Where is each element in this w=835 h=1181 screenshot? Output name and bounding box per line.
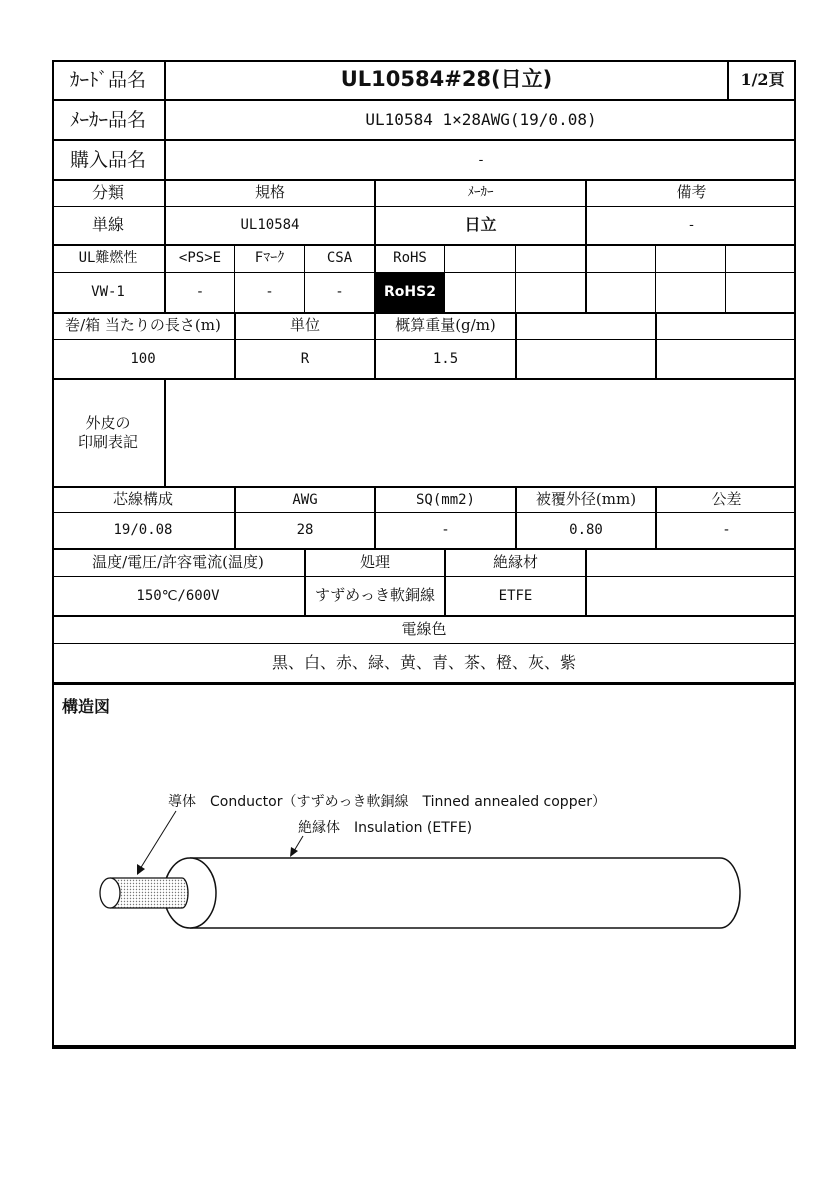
conductor-label: 導体 Conductor（すずめっき軟銅線 Tinned annealed copper） (168, 794, 606, 810)
wire-color-value: 黒、白、赤、緑、黄、青、茶、橙、灰、紫 (271, 652, 576, 672)
insulation-arrow (294, 836, 303, 851)
purchase-name-label: 購入品名 (69, 148, 146, 171)
wire-color-header: 電線色 (401, 620, 447, 639)
strand-header: 芯線構成 (112, 490, 173, 509)
tolerance-header: 公差 (711, 490, 742, 509)
rating-header: 温度/電圧/許容電流(温度) (92, 553, 264, 572)
remarks-value: - (689, 217, 694, 234)
length-header: 巻/箱 当たりの長さ(m) (65, 316, 221, 335)
conductor-body (110, 878, 188, 908)
csa-header: CSA (326, 250, 353, 267)
ul-flame-header: UL難燃性 (78, 250, 138, 267)
insulation-label: 絶縁体 Insulation (ETFE) (298, 820, 473, 836)
maker-header: ﾒｰｶｰ (467, 184, 494, 200)
purchase-name-value: - (478, 151, 484, 168)
print-marking-line: 外皮の (85, 413, 131, 432)
insulation-value: ETFE (498, 587, 533, 604)
rating-value: 150℃/600V (136, 587, 220, 604)
rohs-header: RoHS (393, 250, 427, 267)
insulation-arrow-head (290, 847, 298, 857)
awg-value: 28 (296, 522, 314, 539)
standard-header: 規格 (254, 183, 285, 202)
card-name-value: UL10584#28(日立) (340, 67, 553, 92)
weight-value: 1.5 (432, 350, 459, 367)
csa-value: - (335, 284, 344, 301)
conductor-arrow-head (137, 864, 145, 875)
sq-value: - (441, 522, 450, 539)
sq-header: SQ(mm2) (415, 491, 475, 508)
print-marking-line: 印刷表記 (77, 433, 138, 451)
classification-header: 分類 (91, 182, 124, 202)
remarks-header: 備考 (676, 183, 707, 202)
tolerance-value: - (722, 522, 731, 539)
insulation-body (190, 858, 740, 928)
ul-flame-value: VW-1 (91, 284, 125, 301)
page-number: 1/2頁 (740, 69, 785, 89)
conductor-end (100, 878, 120, 908)
weight-header: 概算重量(g/m) (395, 316, 496, 335)
insulation-header: 絶縁材 (492, 553, 538, 572)
unit-value: R (300, 350, 310, 367)
card-name-label: ｶｰﾄﾞ品名 (69, 68, 146, 91)
maker-name-value: UL10584 1×28AWG(19/0.08) (365, 109, 597, 129)
strand-value: 19/0.08 (113, 522, 173, 539)
maker-name-label: ﾒｰｶｰ品名 (69, 108, 146, 131)
classification-value: 単線 (91, 215, 124, 235)
standard-value: UL10584 (240, 217, 300, 234)
treatment-header: 処理 (359, 553, 390, 572)
maker-value: 日立 (464, 215, 497, 235)
awg-header: AWG (292, 491, 318, 508)
outer-diameter-value: 0.80 (569, 522, 603, 539)
rohs-badge: RoHS2 (376, 273, 444, 312)
structure-title: 構造図 (62, 697, 111, 716)
unit-header: 単位 (289, 316, 320, 335)
treatment-value: すずめっき軟銅線 (314, 586, 435, 605)
f-mark-header: Fﾏｰｸ (254, 250, 285, 267)
pse-value: - (195, 284, 205, 301)
length-value: 100 (130, 350, 156, 367)
f-mark-value: - (265, 284, 274, 301)
outer-diameter-header: 被覆外径(mm) (535, 490, 637, 509)
pse-header: <PS>E (178, 250, 222, 267)
conductor-arrow (140, 811, 176, 869)
